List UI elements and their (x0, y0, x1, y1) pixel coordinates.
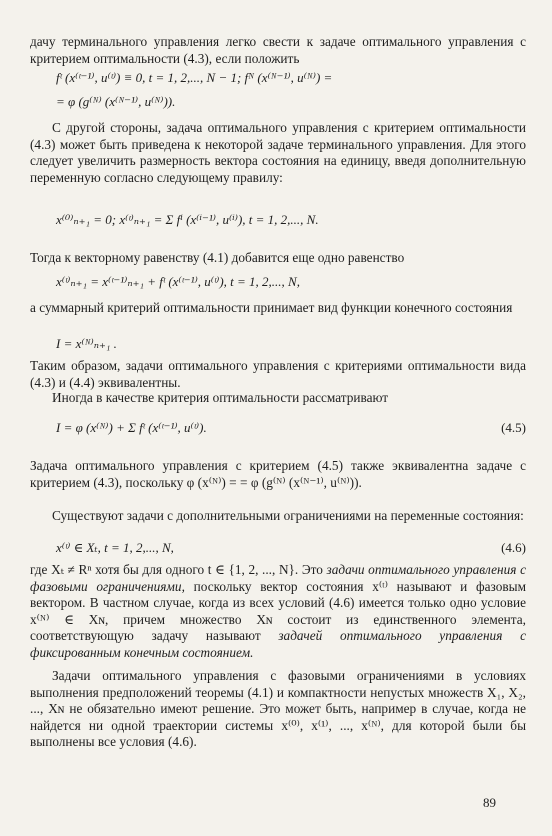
paragraph-equivalence (30, 358, 526, 391)
page-number: 89 (483, 795, 496, 810)
text-run: поскольку вектор состояния x⁽ᵗ⁾ называют и фазовым вектором. В частном случае, когда из всех условий (4.6) имеется только одно условие x⁽ᴺ⁾ ∈ Xɴ, причем множество Xɴ состоит из единственного элемента, соответствующую задачу называют (30, 578, 526, 643)
formula-terminal-line1: fᵗ (x⁽ᵗ⁻¹⁾, u⁽ᵗ⁾) ≡ 0, t = 1, 2,..., N − 1; fᴺ (x⁽ᴺ⁻¹⁾, u⁽ᴺ⁾) = (56, 70, 333, 85)
equation-number: (4.5) (501, 420, 526, 435)
paragraph-text: С другой стороны, задача оптимального управления с критерием оптимальности (4.3) может быть приведена к некоторой задаче терминального управления. Для этого следует увеличить размерность вектора состояния на единицу, введя дополнительную переменную согласно следующему правилу: (30, 120, 526, 185)
equation-body: I = φ (x⁽ᴺ⁾) + Σ fᵗ (x⁽ᵗ⁻¹⁾, u⁽ᵗ⁾). (56, 420, 207, 435)
paragraph-text: Задача оптимального управления с критерием (4.5) также эквивалентна задаче с критерием (4.3), поскольку φ (x⁽ᴺ⁾) = = φ (g⁽ᴺ⁾ (x⁽ᴺ⁻¹⁾, u⁽ᴺ⁾)). (30, 458, 526, 490)
paragraph-intro (30, 34, 526, 67)
paragraph-state-constraints (30, 508, 526, 525)
paragraph-text: Таким образом, задачи оптимального управления с критериями оптимальности вида (4.3) и (4.4) эквивалентны. (30, 358, 526, 390)
term-phase-constraints: задачи оптимального управления с фазовыми ограничениями, (30, 562, 526, 594)
paragraph-text: Существуют задачи с дополнительными ограничениями на переменные состояния: (52, 508, 524, 523)
paragraph-text: Иногда в качестве критерия оптимальности рассматривают (52, 390, 389, 405)
equation-4-6 (30, 540, 526, 560)
formula-terminal-line2: = φ (g⁽ᴺ⁾ (x⁽ᴺ⁻¹⁾, u⁽ᴺ⁾)). (56, 94, 176, 109)
paragraph-text (30, 562, 526, 661)
paragraph-criterion-4-5 (30, 458, 526, 491)
paragraph-phase-constraints (30, 562, 526, 661)
term-fixed-final-state: задачей оптимального управления с фиксированным конечным состоянием. (30, 628, 526, 660)
paragraph-vector-equality (30, 250, 526, 267)
paragraph-total-criterion (30, 300, 526, 317)
paragraph-no-solution (30, 668, 526, 751)
formula-extra-variable: x⁽⁰⁾ₙ₊₁ = 0; x⁽ᵗ⁾ₙ₊₁ = Σ fⁱ (x⁽ⁱ⁻¹⁾, u⁽ⁱ⁾), t = 1, 2,..., N. (56, 212, 319, 227)
paragraph-text: дачу терминального управления легко свести к задаче оптимального управления с критерием оптимальности (4.3), если положить (30, 34, 526, 66)
paragraph-other-side (30, 120, 526, 186)
formula-recursion: x⁽ᵗ⁾ₙ₊₁ = x⁽ᵗ⁻¹⁾ₙ₊₁ + fᵗ (x⁽ᵗ⁻¹⁾, u⁽ᵗ⁾), t = 1, 2,..., N, (56, 274, 300, 289)
paragraph-text: а суммарный критерий оптимальности принимает вид функции конечного состояния (30, 300, 513, 315)
equation-number: (4.6) (501, 540, 526, 555)
paragraph-text: Тогда к векторному равенству (4.1) добавится еще одно равенство (30, 250, 405, 265)
text-run: где Xₜ ≠ Rⁿ хотя бы для одного t ∈ {1, 2, ..., N}. Это (30, 562, 327, 577)
paragraph-sometimes (30, 390, 526, 407)
formula-final-state: I = x⁽ᴺ⁾ₙ₊₁ . (56, 336, 117, 351)
equation-4-5 (30, 420, 526, 444)
equation-body: x⁽ᵗ⁾ ∈ Xₜ, t = 1, 2,..., N, (56, 540, 174, 555)
paragraph-text: Задачи оптимального управления с фазовыми ограничениями в условиях выполнения предположений теоремы (4.1) и компактности непустых множеств X₁, X₂, ..., Xɴ не обязательно имеют решение. Это может быть, например в случае, когда не найдется ни одной траектории системы x⁽⁰⁾, x⁽¹⁾, ..., x⁽ᴺ⁾, для которой были бы выполнены все условия (4.6). (30, 668, 526, 749)
